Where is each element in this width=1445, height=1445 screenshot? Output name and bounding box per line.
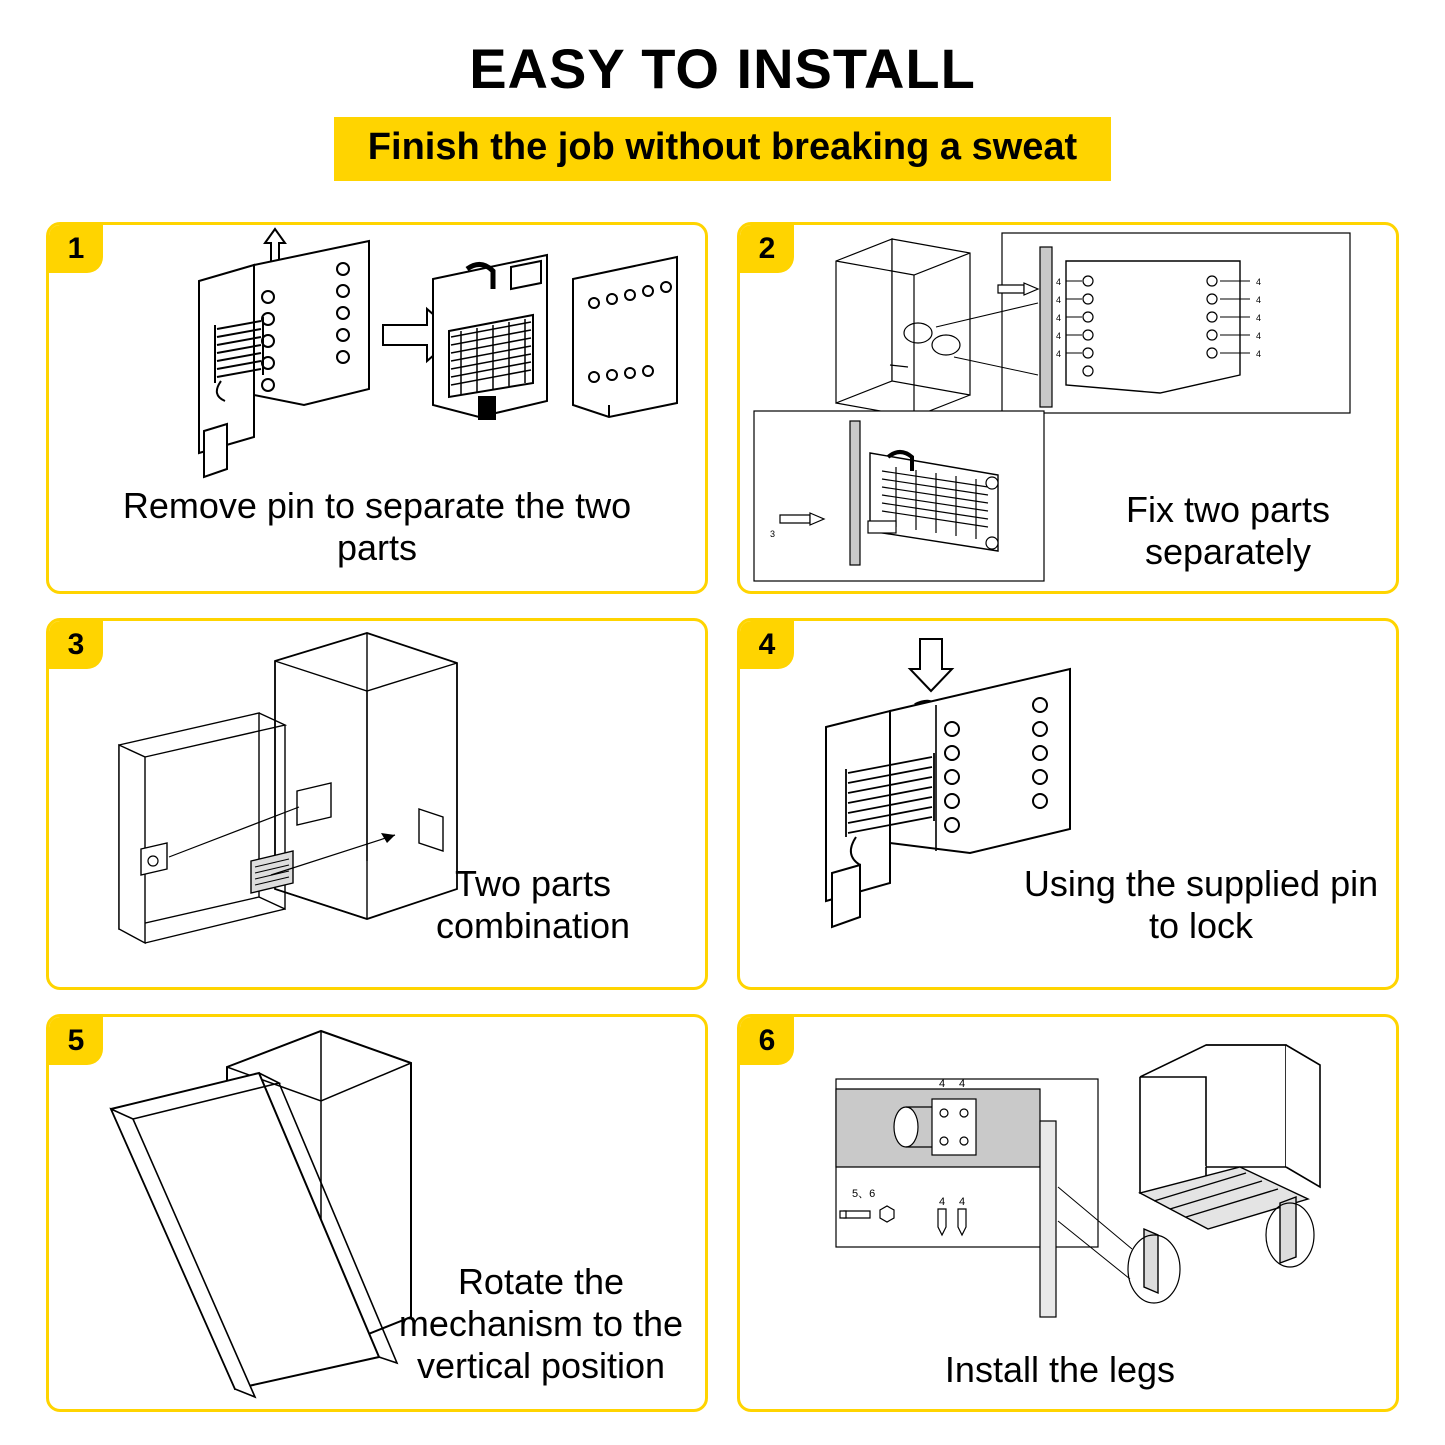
svg-text:3: 3 — [770, 529, 776, 539]
step-1-caption: Remove pin to separate the two parts — [122, 484, 632, 568]
subtitle-container — [0, 117, 1445, 181]
svg-text:4: 4 — [1056, 313, 1062, 323]
svg-text:4: 4 — [959, 1196, 966, 1208]
step-4-caption: Using the supplied pin to lock — [1023, 862, 1379, 946]
svg-text:4: 4 — [1256, 349, 1262, 359]
step-number-1: 1 — [49, 225, 103, 273]
step-number-6: 6 — [740, 1017, 794, 1065]
svg-text:4: 4 — [959, 1078, 966, 1090]
svg-text:4: 4 — [1056, 349, 1062, 359]
svg-text:4: 4 — [1056, 277, 1062, 287]
step-card-6 — [737, 1014, 1399, 1412]
svg-text:4: 4 — [1056, 331, 1062, 341]
step-2-caption: Fix two parts separately — [1125, 488, 1331, 572]
svg-text:4: 4 — [1256, 295, 1262, 305]
step-5-caption: Rotate the mechanism to the vertical position — [398, 1260, 684, 1386]
page-title: EASY TO INSTALL — [469, 37, 976, 100]
step-number-3: 3 — [49, 621, 103, 669]
step-card-3 — [46, 618, 708, 990]
step-number-5: 5 — [49, 1017, 103, 1065]
svg-text:4: 4 — [939, 1078, 946, 1090]
svg-text:4: 4 — [1256, 277, 1262, 287]
step-3-caption: Two parts combination — [435, 862, 631, 946]
step-card-2 — [737, 222, 1399, 594]
step-number-4: 4 — [740, 621, 794, 669]
svg-text:4: 4 — [939, 1196, 946, 1208]
step-card-1 — [46, 222, 708, 594]
svg-text:5、6: 5、6 — [852, 1188, 876, 1200]
step-number-2: 2 — [740, 225, 794, 273]
step-card-4 — [737, 618, 1399, 990]
svg-text:4: 4 — [1256, 331, 1262, 341]
step-card-5 — [46, 1014, 708, 1412]
steps-grid — [46, 222, 1399, 1412]
step-6-caption: Install the legs — [944, 1348, 1176, 1390]
svg-text:4: 4 — [1256, 313, 1262, 323]
svg-text:4: 4 — [1056, 295, 1062, 305]
page-subtitle: Finish the job without breaking a sweat — [334, 117, 1111, 181]
